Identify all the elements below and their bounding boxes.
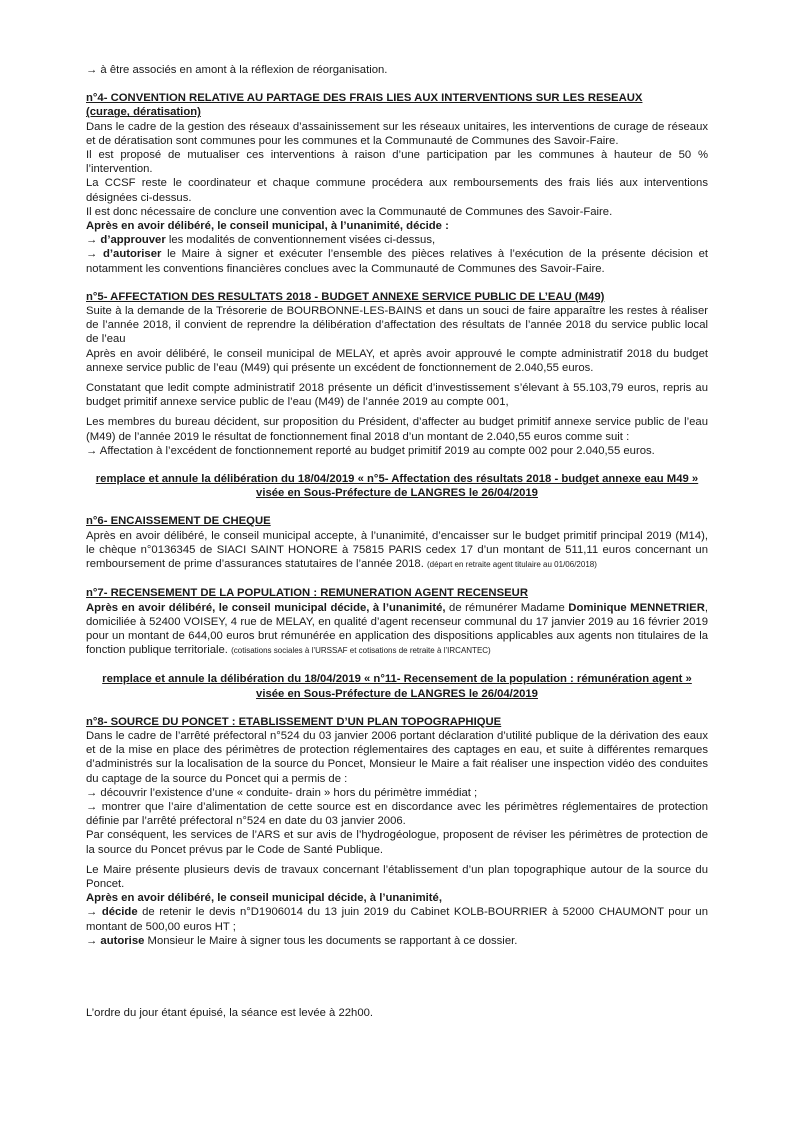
- section-5-p5: → Affectation à l’excédent de fonctionnement reporté au budget primitif 2019 au compte 002 pour 2.040,55 euros.: [86, 444, 655, 457]
- section-8-p3: → montrer que l’aire d’alimentation de cette source est en discordance avec les périmètres réglementaires de protection définie par l’arrêté préfectoral n°524 en date du 03 janvier 2006.: [86, 800, 708, 828]
- section-4-p1: Dans le cadre de la gestion des réseaux d’assainissement sur les réseaux unitaires, les interventions de curage de réseaux et de dératisation sont communes pour les communes et la Communauté de Communes des Savoir-Faire.: [86, 120, 708, 147]
- section-6-small-note: (départ en retraite agent titulaire au 01/06/2018): [426, 560, 597, 570]
- section-8: [86, 715, 708, 948]
- section-8-p2: → découvrir l’existence d’une « conduite- drain » hors du périmètre immédiat ;: [86, 786, 478, 799]
- action-text: le Maire à signer et exécuter l’ensemble des pièces relatives à l’exécution de la présente décision et notamment les conventions financières conclues avec la Communauté de Communes des Savoir-Faire.: [86, 248, 708, 275]
- intro-line: → à être associés en amont à la réflexion de réorganisation.: [86, 64, 388, 76]
- section-4-decide: Après en avoir délibéré, le conseil municipal, à l’unanimité, décide :: [86, 220, 449, 233]
- section-7: [86, 586, 708, 700]
- document-page: [86, 63, 708, 1020]
- section-7-note-1: remplace et annule la délibération du 18/04/2019 « n°11- Recensement de la population : rémunération agent »: [102, 673, 692, 686]
- section-6-title: n°6- ENCAISSEMENT DE CHEQUE: [86, 515, 271, 528]
- section-6: [86, 514, 708, 572]
- section-7-small-note: (cotisations sociales à l’URSSAF et cotisations de retraite à l’IRCANTEC): [231, 646, 491, 656]
- section-5-p3: Constatant que ledit compte administratif 2018 présente un déficit d’investissement s’élevant à 55.103,79 euros, repris au budget primitif annexe service public de l’eau (M49) de l’année 2019 au compte 001,: [86, 382, 708, 409]
- section-7-text-1: de rémunérer Madame: [445, 601, 569, 614]
- section-7-note-2: visée en Sous-Préfecture de LANGRES le 26/04/2019: [256, 687, 538, 700]
- section-5-p1: Suite à la demande de la Trésorerie de BOURBONNE-LES-BAINS et dans un souci de faire apparaître les restes à réaliser de l’année 2018, il convient de reprendre la délibération d’affectation des résultats de l’année 2018 du service public local de l’eau: [86, 305, 708, 346]
- action-text: les modalités de conventionnement visées ci-dessus,: [165, 234, 436, 247]
- section-7-text-2: , domiciliée à 52400 VOISEY, 4 rue de MELAY, en qualité d’agent recenseur communal du 17 janvier 2019 au 16 février 2019 pour un montant de 644,00 euros brut rémunérée en application des dispositions applicables aux agents non titulaires de la fonction publique territoriale.: [86, 601, 709, 657]
- section-4-subtitle: (curage, dératisation): [86, 106, 201, 119]
- action-verb: → d’autoriser: [86, 248, 162, 261]
- section-4: [86, 91, 708, 276]
- agent-name: Dominique MENNETRIER: [568, 601, 705, 614]
- action-text: Monsieur le Maire à signer tous les documents se rapportant à ce dossier.: [144, 934, 518, 947]
- section-5-title: n°5- AFFECTATION DES RESULTATS 2018 - BUDGET ANNEXE SERVICE PUBLIC DE L’EAU (M49): [86, 290, 605, 303]
- section-8-p1: Dans le cadre de l’arrêté préfectoral n°524 du 03 janvier 2006 portant déclaration d’utilité publique de la dérivation des eaux et de la mise en place des périmètres de protection réglementaires des captages en eau, et suite à différentes remarques d’administrés sur la localisation de la source du Poncet, Monsieur le Maire a fait réaliser une inspection vidéo des conduites du captage de la source du Poncet qui a permis de :: [86, 729, 708, 785]
- action-verb: → autorise: [86, 934, 145, 947]
- section-8-p5: Le Maire présente plusieurs devis de travaux concernant l’établissement d’un plan topographique autour de la source du Poncet.: [86, 863, 708, 890]
- action-text: de retenir le devis n°D1906014 du 13 juin 2019 du Cabinet KOLB-BOURRIER à 52000 CHAUMONT pour un montant de 500,00 euros HT ;: [86, 906, 708, 933]
- section-8-action-1: [86, 905, 708, 933]
- closing-line: L’ordre du jour étant épuisé, la séance est levée à 22h00.: [86, 1006, 374, 1019]
- section-4-action-2: [86, 247, 708, 275]
- section-4-p4: Il est donc nécessaire de conclure une convention avec la Communauté de Communes des Savoir-Faire.: [86, 205, 613, 218]
- section-4-title: n°4- CONVENTION RELATIVE AU PARTAGE DES FRAIS LIES AUX INTERVENTIONS SUR LES RESEAUX: [86, 92, 643, 105]
- section-8-decide: Après en avoir délibéré, le conseil municipal décide, à l’unanimité,: [86, 892, 442, 905]
- section-5-p4: Les membres du bureau décident, sur proposition du Président, d’affecter au budget primitif annexe service public de l’eau (M49) de l’année 2019 le résultat de fonctionnement final 2018 d’un montant de 2.040,55 euros comme suit :: [86, 416, 708, 443]
- section-8-title: n°8- SOURCE DU PONCET : ETABLISSEMENT D’UN PLAN TOPOGRAPHIQUE: [86, 715, 502, 728]
- action-verb: → décide: [86, 906, 138, 919]
- section-4-action-1: [86, 233, 708, 247]
- section-5-p2: Après en avoir délibéré, le conseil municipal de MELAY, et après avoir approuvé le compte administratif 2018 du budget annexe service public de l’eau (M49) qui présente un excédent de fonctionnement de 2.040,55 euros.: [86, 347, 708, 374]
- section-8-action-2: [86, 934, 708, 948]
- section-5: [86, 290, 708, 501]
- section-6-p1: [86, 529, 708, 573]
- section-4-p3: La CCSF reste le coordinateur et chaque commune procédera aux remboursements des frais liés aux interventions désignées ci-dessus.: [86, 177, 708, 204]
- section-8-p4: Par conséquent, les services de l’ARS et sur avis de l’hydrogéologue, proposent de réviser les périmètres de protection de la source du Poncet prévus par le Code de Santé Publique.: [86, 829, 708, 856]
- section-5-note-2: visée en Sous-Préfecture de LANGRES le 26/04/2019: [256, 487, 538, 500]
- section-4-p2: Il est proposé de mutualiser ces interventions à raison d’une participation par les communes à hauteur de 50 % l’intervention.: [86, 149, 708, 176]
- section-6-text: Après en avoir délibéré, le conseil municipal accepte, à l’unanimité, d’encaisser sur le budget primitif principal 2019 (M14), le chèque n°0136345 de SIACI SAINT HONORE à 75815 PARIS cedex 17 d’un montant de 511,11 euros concernant un remboursement de prime d’assurances statutaires de l’année 2018.: [86, 529, 708, 571]
- action-verb: → d’approuver: [86, 234, 166, 247]
- section-7-title: n°7- RECENSEMENT DE LA POPULATION : REMUNERATION AGENT RECENSEUR: [86, 587, 528, 600]
- section-7-p1: [86, 601, 708, 659]
- section-7-decide: Après en avoir délibéré, le conseil municipal décide, à l’unanimité,: [86, 601, 446, 614]
- section-5-note-1: remplace et annule la délibération du 18/04/2019 « n°5- Affectation des résultats 2018 - budget annexe eau M49 »: [95, 473, 699, 486]
